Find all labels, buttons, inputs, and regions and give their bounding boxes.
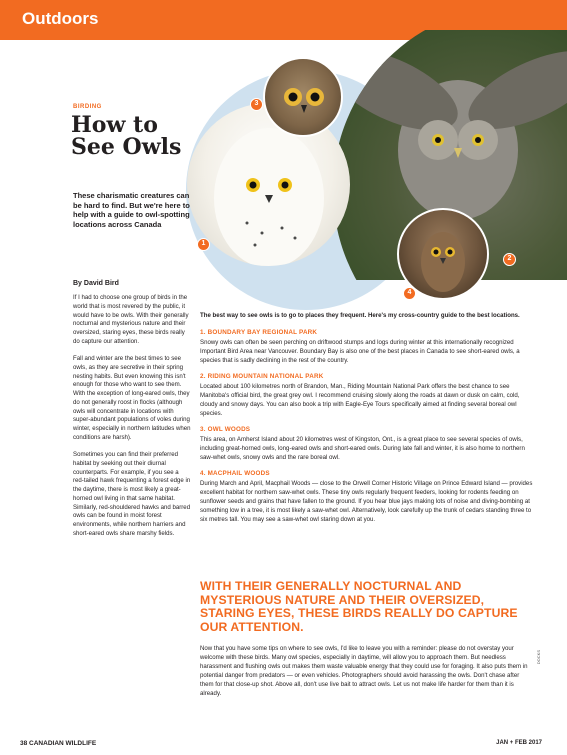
- article-title: How to See Owls: [71, 112, 182, 160]
- body-paragraph: Sometimes you can find their preferred habitat by seeking out their diurnal counterparts. For example, if you see a red-tailed hawk frequenting a forest edge in the daytime, there is most likely a great-horned owl living in that same habitat. Similarly, red-shouldered hawks and barred owls can be found in moist forest environments, while northern harriers and short-eared owls share marshy fields.: [73, 451, 191, 537]
- section-body: During March and April, Macphail Woods — close to the Orwell Corner Historic Village on Prince Edward Island — provides excellent habitat for northern saw-whet owls. These tiny owls regularly frequent feeders, looking for rodents feeding on sunflower seeds and grains that have fallen to the ground. If you hear blue jays making lots of noise and diving-bombing at something low in a tree, it is most likely a saw-whet owl. Alternatively, look carefully up the trunk of cedars standing three to six metres tall. You may see a saw-whet owl staring down at you.: [200, 480, 533, 523]
- photo-label-2: 2: [503, 253, 516, 266]
- section-heading: 3. OWL WOODS: [200, 426, 251, 434]
- section-title: Outdoors: [22, 9, 99, 28]
- photo-label-4: 4: [403, 287, 416, 300]
- article-byline: By David Bird: [73, 280, 119, 287]
- article-deck: These charismatic creatures can be hard to find. But we're here to help with a guide to owl-spotting locations across Canada: [73, 191, 190, 229]
- section-heading: 1. BOUNDARY BAY REGIONAL PARK: [200, 328, 318, 336]
- photo-label-3: 3: [250, 98, 263, 111]
- section-body: Located about 100 kilometres north of Brandon, Man., Riding Mountain National Park offers the best chance to see Manitoba's official bird, the great grey owl. I recommend cruising slowly along the roads at dawn or dusk on calm, cold, cloudy and snowy days. You can also book a trip with Eagle-Eye Tours specifically aimed at finding several boreal owl species.: [200, 382, 520, 417]
- article-kicker: BIRDING: [73, 104, 102, 110]
- issue-date: JAN + FEB 2017: [496, 740, 542, 746]
- section-body: Snowy owls can often be seen perching on driftwood stumps and logs during winter at this internationally recognized Important Bird Area near Vancouver. Boundary Bay is also one of the best places in Canada to see short-eared owls, a species that is sadly declining in the rest of the country.: [200, 338, 520, 364]
- page-number: 38: [20, 740, 28, 747]
- great-horned-owl-photo: [263, 57, 343, 137]
- body-paragraph: Fall and winter are the best times to see owls, as they are secretive in their spring nesting habits. But even knowing this isn't enough for those who want to see them. With the exception of long-eared owls, they do not generally roost in flocks (although owls will concentrate in locations with super-abundant populations of voles during winter, especially in northern latitudes when conditions are harsh).: [73, 355, 191, 441]
- footer-folio: [20, 740, 96, 747]
- closing-paragraph: Now that you have some tips on where to see owls, I'd like to leave you with a reminder: please do not overstay your welcome with these birds. Many owl species, especially in daytime, will allow you to approach them. But needless harassment and flushing owls out makes them waste valuable energy that they could use for foraging. It also puts them in potential danger from predators — or even vehicles. Photographers should avoid harassing the owls. Don't chase after them for that close-up shot. Above all, don't use live bait to attract owls. Let us not make life harder for them than it is already.: [200, 645, 528, 697]
- pull-quote: WITH THEIR GENERALLY NOCTURNAL AND MYSTERIOUS NATURE AND THEIR OVERSIZED, STARING EYES, THESE BIRDS REALLY DO CAPTURE OUR ATTENTION.: [200, 579, 518, 634]
- section-heading: 4. MACPHAIL WOODS: [200, 470, 270, 478]
- photo-label-1: 1: [197, 238, 210, 251]
- intro-paragraph: The best way to see owls is to go to places they frequent. Here's my cross-country guide to the best locations.: [200, 312, 520, 319]
- photo-credit: DOCKS: [536, 650, 541, 665]
- section-heading: 2. RIDING MOUNTAIN NATIONAL PARK: [200, 373, 324, 381]
- section-body: This area, on Amherst Island about 20 kilometres west of Kingston, Ont., is a great place to see several species of owls, including great-horned owls, long-eared owls and short-eared owls. During late fall and winter, it is also home to northern saw-whet owls, snowy owls and the rare boreal owl.: [200, 435, 525, 461]
- magazine-name: CANADIAN WILDLIFE: [29, 740, 97, 747]
- left-column: [73, 294, 191, 547]
- right-column: [200, 312, 533, 532]
- body-paragraph: If I had to choose one group of birds in the world that is most revered by the public, it would have to be owls. With their generally nocturnal and mysterious nature and their oversized, staring eyes, these birds really do capture our attention.: [73, 294, 189, 345]
